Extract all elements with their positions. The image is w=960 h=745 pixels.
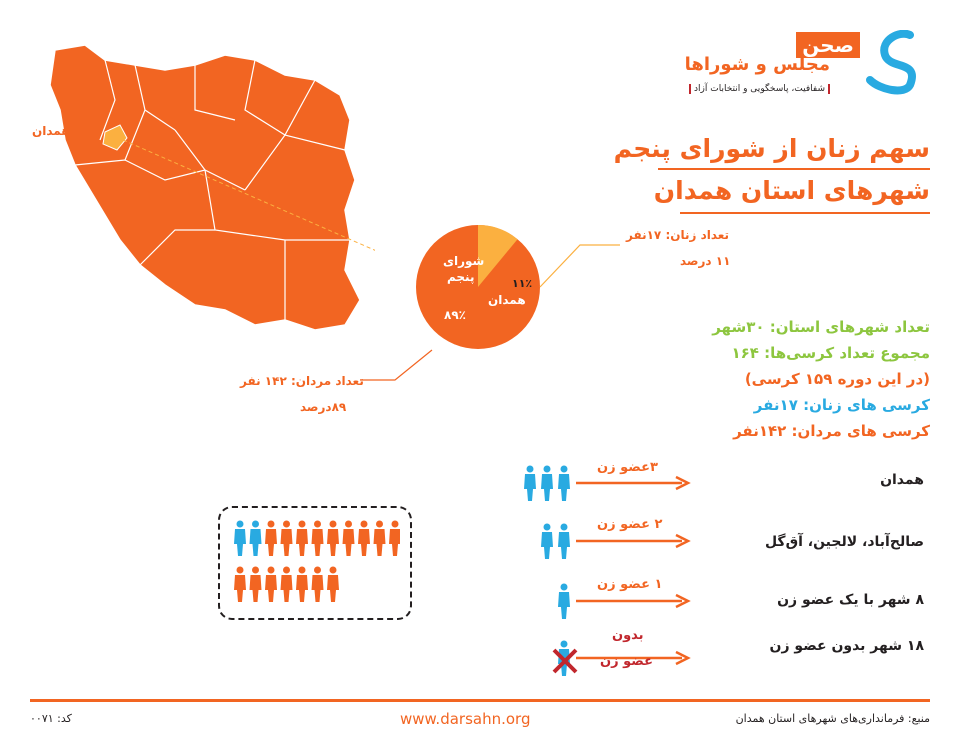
women-percent: ۱۱ درصد: [680, 254, 731, 268]
row-label-3: ۸ شهر با یک عضو زن: [777, 592, 924, 608]
man-icon: [265, 521, 277, 557]
woman-icon: [250, 521, 262, 557]
pie-city-label: همدان: [488, 293, 526, 307]
pie-women-pct: ۱۱٪: [512, 277, 533, 290]
logo-line1: مجلس و شوراها: [684, 54, 830, 75]
row-arrow-label-1: ۳عضو زن: [597, 460, 658, 475]
woman-icon: [558, 584, 570, 620]
rows-graphics: [510, 455, 710, 685]
footer-line: [30, 699, 930, 702]
man-icon: [234, 567, 246, 603]
man-icon: [296, 521, 308, 557]
man-icon: [389, 521, 400, 557]
stat-seats-period: (در این دوره ۱۵۹ کرسی): [744, 370, 930, 388]
woman-icon: [558, 524, 570, 560]
men-count: تعداد مردان: ۱۴۲ نفر: [240, 374, 364, 388]
footer-source: منبع: فرمانداری‌های شهرهای استان همدان: [735, 712, 930, 725]
stat-seats-women: کرسی های زنان: ۱۷نفر: [753, 396, 930, 414]
man-icon: [327, 521, 339, 557]
men-percent: ۸۹درصد: [300, 400, 347, 414]
man-icon: [358, 521, 370, 557]
woman-icon: [541, 466, 553, 502]
man-icon: [374, 521, 386, 557]
map-city-label: همدان: [32, 124, 70, 138]
footer-code: کد: ۰۰۷۱: [30, 712, 72, 725]
logo-brand: صحن: [796, 32, 860, 58]
man-icon: [281, 521, 293, 557]
title-line2: شهرهای استان همدان: [653, 176, 930, 205]
row-label-4: ۱۸ شهر بدون عضو زن: [769, 638, 924, 654]
row-arrow-label-2: ۲ عضو زن: [597, 517, 663, 532]
man-icon: [343, 521, 355, 557]
row-label-2: صالح‌آباد، لالجین، آق‌گل: [764, 534, 924, 550]
stat-seats-total: مجموع تعداد کرسی‌ها: ۱۶۴: [731, 344, 930, 362]
woman-icon: [558, 466, 570, 502]
pie-center-label-1: شورای: [443, 254, 485, 268]
footer-website[interactable]: www.darsahn.org: [400, 710, 531, 728]
logo-tagline: شفافیت، پاسخگویی و انتخابات آزاد: [689, 84, 830, 94]
row-label-1: همدان: [880, 472, 924, 488]
row-arrow-label-3: ۱ عضو زن: [597, 577, 663, 592]
man-icon: [250, 567, 262, 603]
pie-men-pct: ۸۹٪: [444, 308, 466, 322]
man-icon: [265, 567, 277, 603]
title-line1: سهم زنان از شورای پنجم: [613, 134, 930, 163]
row-arrow-label-4a: بدون: [612, 628, 644, 643]
man-icon: [312, 521, 324, 557]
man-icon: [281, 567, 293, 603]
woman-icon: [541, 524, 553, 560]
man-icon: [296, 567, 308, 603]
stat-seats-men: کرسی های مردان: ۱۴۲نفر: [733, 422, 930, 440]
pie-center-label-2: پنجم: [447, 270, 475, 284]
women-count: تعداد زنان: ۱۷نفر: [626, 228, 730, 242]
row-arrow-label-4b: عضو زن: [600, 654, 653, 669]
people-icons: [230, 518, 400, 608]
stat-cities: تعداد شهرهای استان: ۳۰شهر: [712, 318, 930, 336]
woman-icon: [524, 466, 536, 502]
man-icon: [312, 567, 324, 603]
woman-icon: [234, 521, 246, 557]
man-icon: [327, 567, 339, 603]
